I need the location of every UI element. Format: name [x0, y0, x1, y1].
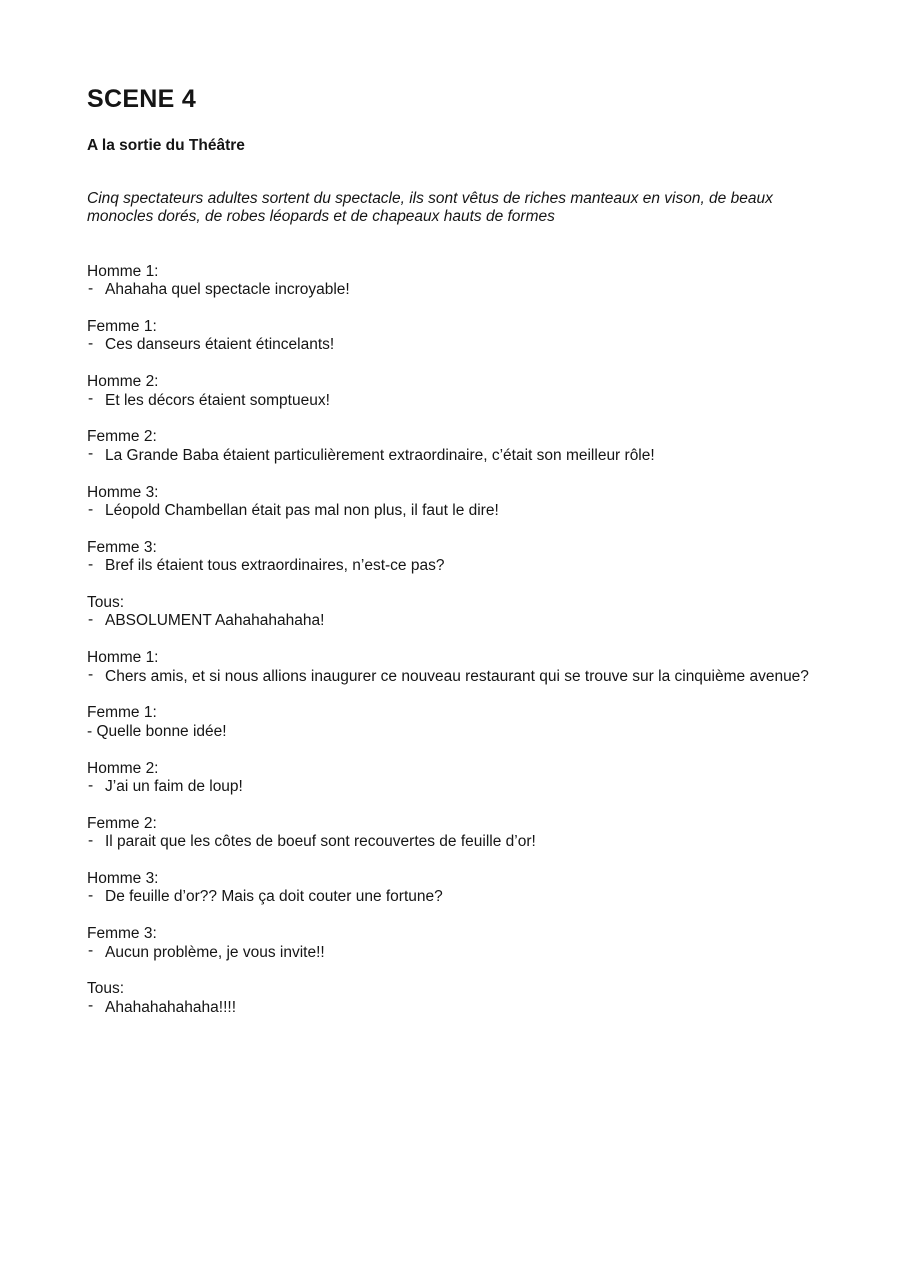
dialogue-line [87, 888, 811, 906]
speaker-label: Femme 1: [87, 318, 157, 336]
dialogue-line [87, 447, 811, 465]
dash-bullet: - [88, 390, 94, 408]
speaker-label: Femme 2: [87, 814, 157, 832]
dialogue-block [87, 980, 811, 1017]
speaker-label: Tous: [87, 980, 125, 998]
dash-bullet: - [88, 942, 94, 960]
dialogue-block [87, 263, 811, 300]
dash-bullet: - [88, 500, 94, 518]
dash-bullet: - [88, 831, 94, 849]
dialogue-line [87, 502, 811, 520]
document-content [87, 84, 811, 1017]
dialogue-text: Il parait que les côtes de boeuf sont recouvertes de feuille d’or! [105, 833, 536, 851]
dialogue-line [87, 336, 811, 354]
dialogue-block [87, 649, 811, 686]
dialogue-text: Et les décors étaient somptueux! [105, 391, 330, 409]
dialogue-text: Bref ils étaient tous extraordinaires, n’est-ce pas? [105, 557, 445, 575]
dash-bullet: - [88, 666, 94, 684]
speaker-label: Femme 3: [87, 925, 157, 943]
speaker-label: Femme 2: [87, 428, 157, 446]
speaker-label: Homme 1: [87, 262, 159, 280]
scene-title: SCENE 4 [87, 85, 197, 113]
dialogue-text: Chers amis, et si nous allions inaugurer ce nouveau restaurant qui se trouve sur la cinquième avenue? [105, 667, 809, 685]
speaker-label: Homme 2: [87, 759, 159, 777]
dialogue-line [87, 778, 811, 796]
speaker-label: Femme 3: [87, 538, 157, 556]
dash-bullet: - [88, 886, 94, 904]
dialogue-block [87, 815, 811, 852]
dialogue-text: De feuille d’or?? Mais ça doit couter une fortune? [105, 888, 443, 906]
stage-direction: Cinq spectateurs adultes sortent du spectacle, ils sont vêtus de riches manteaux en vison, de beaux monocles dorés, de robes léopards et de chapeaux hauts de formes [87, 190, 773, 226]
dialogue-list [87, 263, 811, 1017]
speaker-label: Homme 3: [87, 483, 159, 501]
dash-bullet: - [88, 610, 94, 628]
speaker-label: Homme 3: [87, 870, 159, 888]
dialogue-block [87, 373, 811, 410]
dialogue-block [87, 594, 811, 631]
scene-subtitle: A la sortie du Théâtre [87, 137, 245, 154]
dialogue-text: Ahahaha quel spectacle incroyable! [105, 281, 350, 299]
speaker-label: Tous: [87, 594, 125, 612]
dialogue-line [87, 944, 811, 962]
dialogue-text: Aucun problème, je vous invite!! [105, 943, 325, 961]
dialogue-block [87, 484, 811, 521]
dialogue-text: Ahahahahahaha!!!! [105, 998, 237, 1016]
dialogue-block [87, 318, 811, 355]
dash-bullet: - [88, 997, 94, 1015]
speaker-label: Femme 1: [87, 704, 157, 722]
dialogue-block [87, 870, 811, 907]
dialogue-text: ABSOLUMENT Aahahahahaha! [105, 612, 325, 630]
dialogue-block [87, 704, 811, 741]
dialogue-line [87, 612, 811, 630]
dialogue-text: Ces danseurs étaient étincelants! [105, 336, 335, 354]
dialogue-line [87, 392, 811, 410]
dialogue-text: Léopold Chambellan était pas mal non plus, il faut le dire! [105, 502, 499, 520]
dash-bullet: - [88, 279, 94, 297]
speaker-label: Homme 1: [87, 649, 159, 667]
dialogue-block [87, 428, 811, 465]
dash-bullet: - [88, 776, 94, 794]
dialogue-line [87, 281, 811, 299]
dialogue-line [87, 999, 811, 1017]
dialogue-block [87, 539, 811, 576]
dash-bullet: - [88, 334, 94, 352]
dialogue-line [87, 557, 811, 575]
dialogue-text: J’ai un faim de loup! [105, 778, 243, 796]
speaker-label: Homme 2: [87, 373, 159, 391]
dialogue-line [87, 723, 811, 741]
dash-bullet: - [88, 555, 94, 573]
dialogue-line [87, 668, 811, 686]
dash-bullet: - [88, 445, 94, 463]
dialogue-block [87, 760, 811, 797]
dialogue-block [87, 925, 811, 962]
dialogue-line [87, 833, 811, 851]
dialogue-text: La Grande Baba étaient particulièrement extraordinaire, c’était son meilleur rôle! [105, 446, 655, 464]
dialogue-text: - Quelle bonne idée! [87, 722, 227, 740]
